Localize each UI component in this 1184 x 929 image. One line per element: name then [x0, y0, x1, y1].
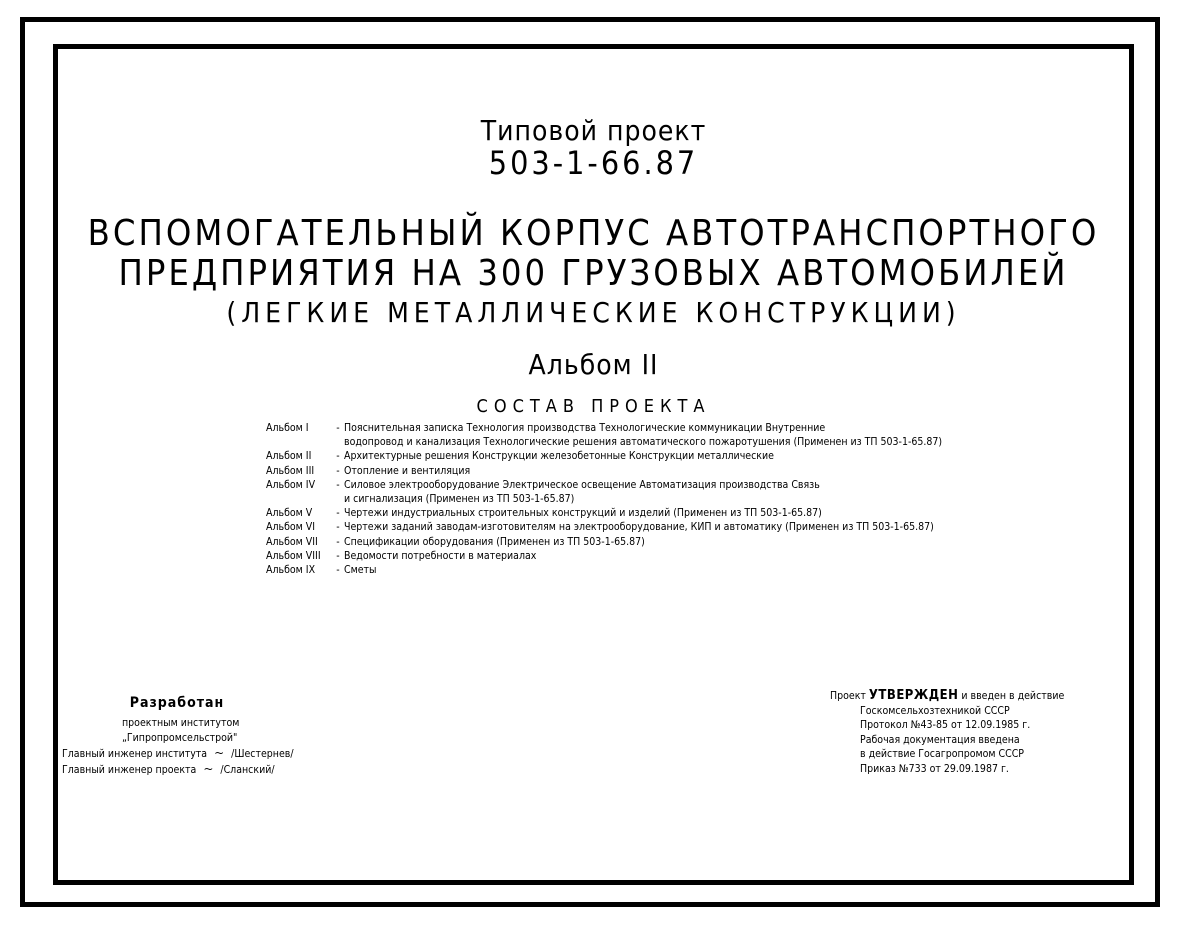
album-label: Альбом VII	[266, 535, 318, 548]
album-description: Силовое электрооборудование Электрическое освещение Автоматизация производства Связь	[344, 478, 820, 491]
album-row-continuation	[266, 435, 1026, 449]
album-description: Спецификации оборудования (Применен из ТП 503-1-65.87)	[344, 535, 645, 548]
dash: -	[336, 564, 340, 577]
chief-engineer-institute-name: /Шестернев/	[231, 748, 294, 760]
album-row	[266, 478, 1026, 492]
album-description: Пояснительная записка Технология производства Технологические коммуникации Внутренние	[344, 422, 826, 434]
album-label: Альбом IX	[266, 564, 316, 577]
album-row	[266, 421, 1026, 435]
album-description-continued: и сигнализация (Применен из ТП 503-1-65.87)	[344, 493, 575, 506]
approval-line-5: в действие Госагропромом СССР	[860, 748, 1025, 760]
album-label: Альбом VIII	[266, 549, 321, 562]
album-description-continued: водопровод и канализация Технологические решения автоматического пожаротушения (Применен из ТП 503-1-65.87)	[344, 436, 943, 449]
approved-word: УТВЕРЖДЕН	[868, 688, 959, 703]
project-composition-heading: СОСТАВ ПРОЕКТА	[476, 396, 711, 417]
album-label: Альбом III	[266, 464, 315, 477]
chief-engineer-institute-label: Главный инженер института	[62, 748, 208, 760]
album-description: Архитектурные решения Конструкции железобетонные Конструкции металлические	[344, 450, 774, 463]
album-row	[266, 563, 1026, 577]
approval-line-6: Приказ №733 от 29.09.1987 г.	[860, 762, 1009, 775]
chief-engineer-project	[62, 762, 362, 778]
album-row	[266, 535, 1026, 549]
approval-line-3: Протокол №43-85 от 12.09.1985 г.	[860, 719, 1031, 731]
approval-block	[830, 689, 1120, 776]
album-row	[266, 449, 1026, 463]
approval-suffix: и введен в действие	[961, 690, 1065, 702]
album-row	[266, 549, 1026, 563]
album-description: Отопление и вентиляция	[344, 464, 471, 477]
developer-block	[62, 696, 362, 778]
album-list	[266, 421, 1026, 577]
album-row	[266, 520, 1026, 534]
dash: -	[336, 549, 340, 562]
doc-number: 503-1-66.87	[488, 144, 699, 182]
dash: -	[336, 450, 340, 463]
album-row	[266, 464, 1026, 478]
album-label: Альбом VI	[266, 521, 316, 534]
approval-line-1	[830, 689, 1120, 704]
album-label: Альбом V	[266, 507, 313, 520]
album-label: Альбом II	[266, 450, 312, 463]
title-line-2: ПРЕДПРИЯТИЯ НА 300 ГРУЗОВЫХ АВТОМОБИЛЕЙ	[118, 253, 1069, 294]
dash: -	[336, 535, 340, 548]
developer-institute: „Гипропромсельстрой"	[122, 732, 238, 744]
album-description: Чертежи индустриальных строительных конструкций и изделий (Применен из ТП 503-1-65.87)	[344, 507, 822, 520]
approval-line-2: Госкомсельхозтехникой СССР	[860, 704, 1010, 717]
developer-heading: Разработан	[129, 695, 225, 711]
approval-line-4: Рабочая документация введена	[860, 733, 1020, 746]
signature-mark: ~	[203, 762, 214, 776]
title-line-3: (ЛЕГКИЕ МЕТАЛЛИЧЕСКИЕ КОНСТРУКЦИИ)	[226, 296, 961, 329]
signature-mark: ~	[214, 746, 225, 760]
album-description: Ведомости потребности в материалах	[344, 549, 537, 562]
doc-type: Типовой проект	[480, 114, 707, 147]
album-row	[266, 506, 1026, 520]
album-label: Альбом I	[266, 422, 309, 434]
chief-engineer-project-name: /Сланский/	[220, 764, 275, 776]
chief-engineer-institute	[62, 746, 362, 762]
dash: -	[336, 507, 340, 520]
album-row-continuation	[266, 492, 1026, 506]
developer-line-1: проектным институтом	[122, 717, 240, 729]
dash: -	[336, 478, 340, 491]
approval-prefix: Проект	[830, 690, 866, 702]
dash: -	[336, 521, 340, 534]
album-title: Альбом II	[528, 348, 659, 381]
dash: -	[336, 422, 340, 434]
album-label: Альбом IV	[266, 478, 316, 491]
album-description: Сметы	[344, 564, 377, 577]
dash: -	[336, 464, 340, 477]
title-line-1: ВСПОМОГАТЕЛЬНЫЙ КОРПУС АВТОТРАНСПОРТНОГО	[87, 213, 1100, 254]
album-description: Чертежи заданий заводам-изготовителям на электрооборудование, КИП и автоматику (Применен из ТП 503-1-65.87)	[344, 521, 934, 534]
chief-engineer-project-label: Главный инженер проекта	[62, 764, 197, 776]
